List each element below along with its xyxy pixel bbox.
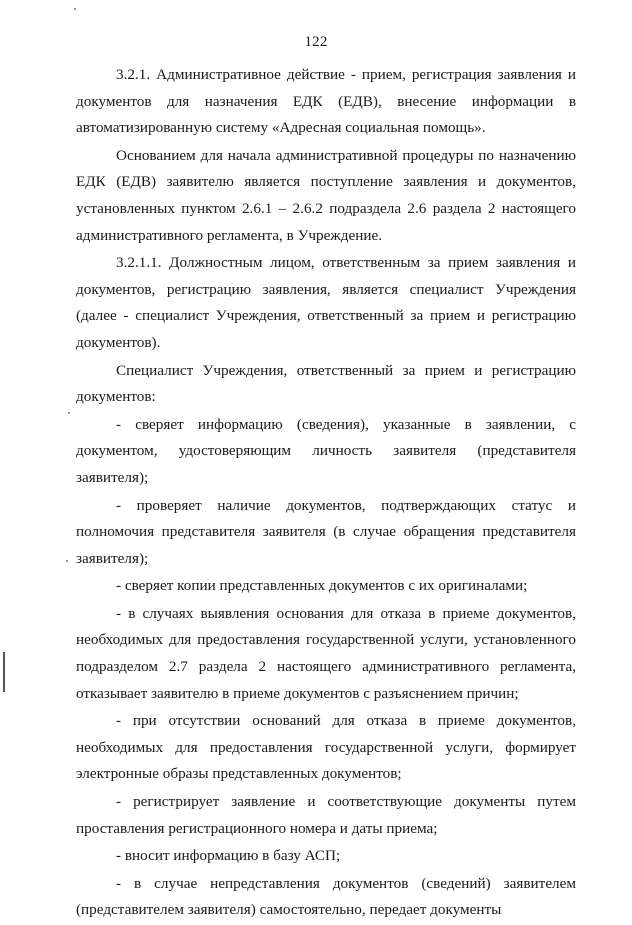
paragraph-basis: Основанием для начала административной процедуры по назначению ЕДК (ЕДВ) заявителю является поступление заявления и документов, установленных пунктом 2.6.1 – 2.6.2 подраздела 2.6 раздела 2 настоящего административного регламента, в Учреждение. <box>76 146 576 244</box>
list-item: - в случаях выявления основания для отказа в приеме документов, необходимых для предоставления государственной услуги, установленного подразделом 2.7 раздела 2 настоящего административного регламента, отказывает заявителю в приеме документов с разъяснением причин; <box>76 604 576 702</box>
list-item: - вносит информацию в базу АСП; <box>116 847 341 865</box>
list-item: - сверяет копии представленных документов с их оригиналами; <box>116 577 528 595</box>
list-item: - при отсутствии оснований для отказа в приеме документов, необходимых для предоставления государственной услуги, формирует электронные образы представленных документов; <box>76 712 576 783</box>
document-body <box>76 62 576 925</box>
list-item: - в случае непредставления документов (сведений) заявителем (представителем заявителя) самостоятельно, передает документы <box>76 874 576 919</box>
list-item: - сверяет информацию (сведения), указанные в заявлении, с документом, удостоверяющим личность заявителя (представителя заявителя); <box>76 415 576 486</box>
list-item: - регистрирует заявление и соответствующие документы путем проставления регистрационного номера и даты приема; <box>76 793 576 837</box>
paragraph-3-2-1-1: 3.2.1.1. Должностным лицом, ответственным за прием заявления и документов, регистрацию заявления, является специалист Учреждения (далее - специалист Учреждения, ответственный за прием и регистрацию документов). <box>76 254 576 351</box>
scan-speck <box>74 8 76 10</box>
page-number: 122 <box>304 34 328 50</box>
list-item: - проверяет наличие документов, подтверждающих статус и полномочия представителя заявителя (в случае обращения представителя заявителя); <box>76 496 576 567</box>
scan-speck <box>68 412 70 414</box>
paragraph-specialist-intro: Специалист Учреждения, ответственный за прием и регистрацию документов: <box>76 361 576 406</box>
paragraph-3-2-1: 3.2.1. Административное действие - прием, регистрация заявления и документов для назначения ЕДК (ЕДВ), внесение информации в автоматизированную систему «Адресная социальная помощь». <box>76 66 576 137</box>
scan-edge-mark <box>3 652 5 692</box>
scan-speck <box>66 560 68 562</box>
